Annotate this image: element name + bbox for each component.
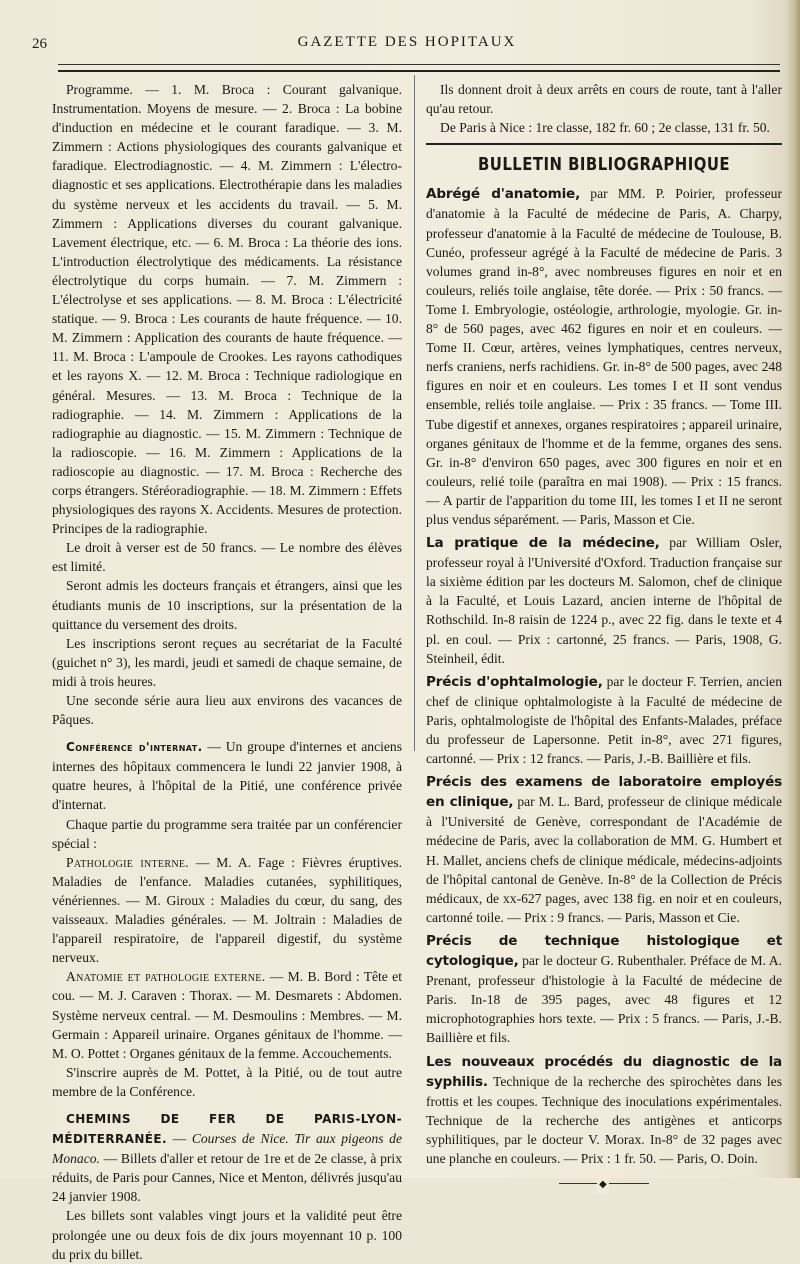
seconde-serie-paragraph: Une seconde série aura lieu aux environs des vacances de Pâques.	[52, 693, 402, 728]
chaque-partie-paragraph: Chaque partie du programme sera traitée par un conférencier spécial :	[52, 816, 402, 851]
bib-entry-technique-histologique	[426, 931, 782, 1048]
pathologie-heading: Pathologie interne.	[66, 854, 189, 870]
page-number: 26	[32, 36, 47, 52]
bib-entry-title: Précis d'ophtalmologie,	[426, 673, 603, 690]
bib-entry-body: par M. L. Bard, professeur de clinique médicale à l'Université de Genève, correspondant de l'Académie de médecine de Paris, avec la collaboration de MM. G. Humbert et H. Mallet, anciens chefs de clinique médicale, médecins-adjoints de l'hôpital cantonal de Genève. In-8° de la Collection de Précis médicaux, de xx-627 pages, avec 138 fig. en noir et en couleurs, cartonné toile. — Prix : 9 francs. — Paris, Masson et Cie.	[426, 794, 782, 925]
left-column	[52, 80, 402, 1264]
internat-text: — Un groupe d'internes et anciens internes des hôpitaux commencera le lundi 22 janvier 1908, à quatre heures, à l'hôpital de la Pitié, une conférence privée d'internat.	[52, 739, 402, 813]
billets-paragraph: Les billets sont valables vingt jours et la validité peut être prolongée une ou deux fois de dix jours moyennant 10 p. 100 du prix du billet.	[52, 1208, 402, 1262]
internat-heading: Conférence d'internat.	[66, 740, 203, 755]
bib-entry-title: Les nouveaux procédés du diagnostic de la syphilis.	[426, 1053, 782, 1090]
pathologie-paragraph	[52, 853, 402, 968]
inscriptions-paragraph: Les inscriptions seront reçues au secrétariat de la Faculté (guichet n° 3), les mardi, jeudi et samedi de chaque semaine, de midi à trois heures.	[52, 635, 402, 689]
right-column	[426, 80, 782, 1186]
bib-entry-body: Technique de la recherche des spirochètes dans les frottis et les coupes. Technique des inoculations expérimentales. Technique de la recherche des antigènes et anticorps syphilitiques, par le docteur V. Morax. In-8° de 32 pages avec une planche en couleurs. — Prix : 1 fr. 50. — Paris, O. Doin.	[426, 1073, 782, 1166]
bulletin-title: BULLETIN BIBLIOGRAPHIQUE	[477, 154, 731, 176]
arrets-paragraph: Ils donnent droit à deux arrêts en cours de route, tant à l'aller qu'au retour.	[426, 82, 782, 117]
programme-text: Programme. — 1. M. Broca : Courant galvanique. Instrumentation. Moyens de mesure. — 2. Broca : La bobine d'induction en médecine et le courant faradique. — 3. M. Zimmern : Actions physiologiques des courants galvanique et faradique. Electrodiagnostic. — 4. M. Zimmern : L'électro-diagnostic et ses applications. Electrothérapie dans les maladies du système nerveux et les accidents du travail. — 5. M. Zimmern : Applications diverses du courant galvanique. Lavement électrique, etc. — 6. M. Broca : La théorie des ions. L'introduction électrolytique des médicaments. La résistance électrolytique du corps humain. — 7. M. Zimmern : L'électrolyse et ses applications. — 8. M. Broca : L'électricité statique. — 9. Broca : Les courants de haute fréquence. — 10. M. Zimmern : Application des courants de haute fréquence. — 11. M. Broca : L'ampoule de Crookes. Les rayons cathodiques et les rayons X. — 12. M. Broca : Technique radiologique en général. Mesures. — 13. M. Broca : Technique de la radiographie. — 14. M. Zimmern : Applications de la radiographie au diagnostic. — 15. M. Zimmern : Technique de la radioscopie. — 16. M. Zimmern : Applications de la radioscopie au diagnostic. — 17. M. Broca : Recherche des corps étrangers. Stéréoradiographie. — 18. M. Zimmern : Effets physiologiques des rayons X. Accidents. Mesures de protection. Principes de la radiographie.	[52, 82, 402, 537]
bib-entry-body: par le docteur F. Terrien, ancien chef de clinique ophtalmologiste à la Faculté de médecine de Paris, ophtalmologiste de l'hôpital des Enfants-Malades, préface du professeur de Lapersonne. Petit in-8°, avec 271 figures, cartonné. — Prix : 12 francs. — Paris, J.-B. Baillière et fils.	[426, 673, 782, 767]
bib-entry-abrege-anatomie	[426, 184, 782, 529]
bib-entry-ophtalmologie	[426, 672, 782, 768]
droit-paragraph: Le droit à verser est de 50 francs. — Le nombre des élèves est limité.	[52, 540, 402, 575]
column-divider	[414, 75, 415, 751]
bib-entry-title: Précis des examens de laboratoire employés en clinique,	[426, 774, 782, 811]
book-spine-shadow	[786, 0, 800, 1178]
anatomie-heading: Anatomie et pathologie externe.	[66, 969, 266, 985]
chemins-heading: CHEMINS DE FER DE PARIS-LYON-MÉDITERRANÉE.	[52, 1111, 402, 1147]
bib-entry-title: Abrégé d'anatomie,	[426, 186, 581, 203]
bib-entry-examens-laboratoire	[426, 772, 782, 927]
header-rule-thin	[58, 64, 780, 65]
bib-entry-body: par William Osler, professeur royal à l'Université d'Oxford. Traduction française sur la sixième édition par les docteurs M. Salomon, chef de clinique à la Faculté, et Louis Lazard, ancien interne de l'hôpital de Rothschild. In-8 raisin de 1224 p., avec 22 fig. dans le texte et 4 pl. en coul. — Prix : cartonné, 25 francs. — Paris, 1908, G. Steinheil, édit.	[426, 535, 783, 666]
bib-entry-title: La pratique de la médecine,	[426, 535, 660, 552]
bulletin-rule	[426, 143, 782, 145]
admis-paragraph: Seront admis les docteurs français et étrangers, ainsi que les étudiants munis de 10 inscriptions, sur la présentation de la quittance du versement des droits.	[52, 578, 402, 632]
internat-paragraph	[52, 737, 402, 814]
anatomie-paragraph	[52, 967, 402, 1062]
programme-paragraph	[52, 80, 402, 538]
bib-entry-syphilis	[426, 1052, 782, 1169]
pathologie-text: — M. A. Fage : Fièvres éruptives. Maladies de l'enfance. Maladies cutanées, syphilitiques, vénériennes. — M. Giroux : Maladies du cœur, du sang, des vaisseaux. Maladies générales. — M. Joltrain : Maladies de l'appareil respiratoire, de l'appareil digestif, du système nerveux.	[52, 854, 402, 966]
chemins-paragraph: CHEMINS DE FER DE PARIS-LYON-MÉDITERRANÉE. — Courses de Nice. Tir aux pigeons de Monaco. — Billets d'aller et retour de 1re et de 2e classe, à prix réduits, de Paris pour Cannes, Nice et Menton, délivrés jusqu'au 24 janvier 1908.	[52, 1111, 403, 1205]
prix-paragraph: De Paris à Nice : 1re classe, 182 fr. 60 ; 2e classe, 131 fr. 50.	[440, 120, 770, 136]
bib-entry-body: par MM. P. Poirier, professeur d'anatomie à la Faculté de médecine de Paris, A. Charpy, professeur d'anatomie à la Faculté de médecine de Toulouse, B. Cunéo, professeur agrégé à la Faculté de médecine de Paris. 3 volumes grand in-8°, avec nombreuses figures en noir et en couleurs, reliés toile anglaise, tête dorée. — Prix : 50 francs. — Tome I. Embryologie, ostéologie, arthrologie, myologie. Gr. in-8° de 560 pages, avec 462 figures en noir et en couleurs. — Tome II. Cœur, artères, veines lymphatiques, centres nerveux, nerfs craniens, nerfs rachidiens. Gr. in-8° de 500 pages, avec 248 figures en noir et en couleurs. Les tomes I et II sont vendus ensemble, reliés toile anglaise. — Prix : 35 francs. — Tome III. Tube digestif et annexes, organes respiratoires ; appareil urinaire, organes génitaux de l'homme et de la femme, organes des sens. Gr. in-8° d'environ 650 pages, avec 300 figures en noir et en couleurs, relié toile (paraîtra en mai 1908). — Prix : 15 francs. — A partir de l'apparition du tome III, les tomes I et II ne seront plus vendus séparément. — Paris, Masson et Cie.	[426, 186, 782, 527]
running-head: GAZETTE DES HOPITAUX	[297, 34, 517, 50]
chemins-italic: Courses de Nice. Tir aux pigeons de Monaco.	[52, 1131, 403, 1167]
bib-entry-title: Précis de technique histologique et cytologique,	[426, 932, 782, 970]
sinscrire-paragraph: S'inscrire auprès de M. Pottet, à la Pitié, ou de tout autre membre de la Conférence.	[52, 1064, 402, 1099]
end-ornament	[559, 1180, 649, 1186]
chemins-text: — Billets d'aller et retour de 1re et de 2e classe, à prix réduits, de Paris pour Cannes, Nice et Menton, délivrés jusqu'au 24 janvier 1908.	[52, 1151, 402, 1205]
bib-entry-pratique-medecine	[426, 533, 782, 668]
bib-entry-body: par le docteur G. Rubenthaler. Préface de M. A. Prenant, professeur d'histologie à la Faculté de médecine de Paris. In-18 de 395 pages, avec 48 figures et 12 microphotographies hors texte. — Prix : 5 francs. — Paris, J.-B. Baillière et fils.	[426, 953, 782, 1046]
anatomie-text: — M. B. Bord : Tête et cou. — M. J. Caraven : Thorax. — M. Desmarets : Abdomen. Système nerveux central. — M. Desmoulins : Membres. — M. Germain : Appareil urinaire. Organes génitaux de l'homme. — M. O. Pottet : Organes génitaux de la femme. Accouchements.	[52, 969, 402, 1061]
header-rule-thick	[58, 70, 780, 72]
